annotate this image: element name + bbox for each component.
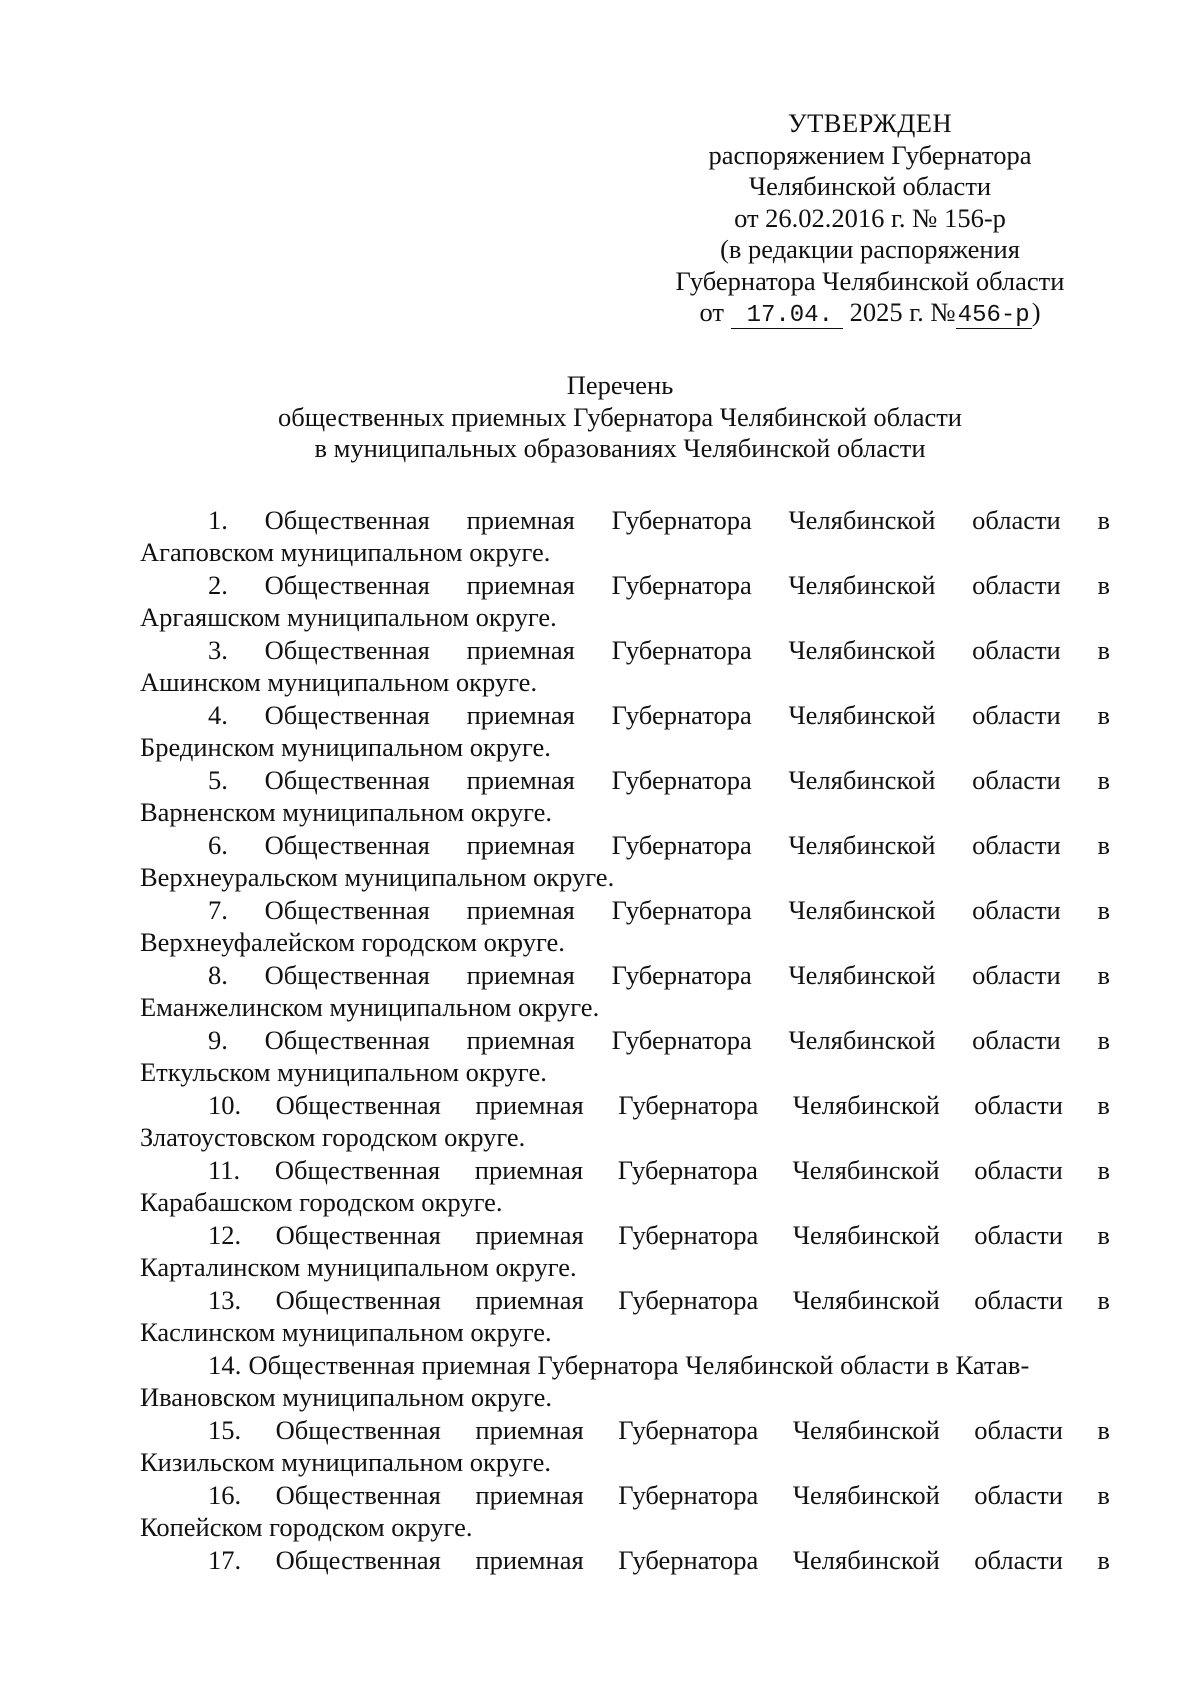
list-item-number: 6. [208,830,228,860]
list-item-word: Общественная [264,1025,430,1055]
list-item-first-line [140,700,1110,731]
list-item-word: Общественная [264,505,430,535]
list-item-word: Общественная [275,1220,441,1250]
list-item-number: 9. [208,1025,228,1055]
list-item-word: Общественная [264,635,430,665]
list-item-word: Губернатора [611,505,752,535]
list-item-number: 1. [208,505,228,535]
list-item-place: Брединском муниципальном округе. [140,732,551,762]
list-item-word: Челябинской [788,765,936,795]
list-item-first-line [140,1545,1110,1576]
list-item-word: приемная [466,505,575,535]
list-item-word: Губернатора [611,960,752,990]
list-item-number: 14. [208,1350,242,1380]
list-item-word: Общественная [264,895,430,925]
list-item-place: Агаповском муниципальном округе. [140,537,551,567]
list-item-word: Челябинской [792,1480,940,1510]
list-item-number: 8. [208,960,228,990]
list-item-word: Челябинской [792,1285,940,1315]
list-item-word: Губернатора [618,1480,759,1510]
list-item-text: Общественная приемная Губернатора Челябинской области в Катав- [248,1350,1030,1380]
list-item-word: Губернатора [617,1155,758,1185]
title-line-3: в муниципальных образованиях Челябинской области [314,433,926,463]
list-item-word: в [1097,1025,1110,1055]
list-item-first-line [140,1480,1110,1511]
list-item-first-line [140,1090,1110,1121]
list-item-first-line [140,960,1110,991]
approval-line-1: распоряжением Губернатора [708,139,1032,170]
list-item-word: Общественная [264,830,430,860]
list-item-first-line [140,505,1110,536]
list-item-word: Челябинской [788,960,936,990]
list-item-word: в [1097,1090,1110,1120]
list-item-word: приемная [475,1415,584,1445]
list-item [140,1350,1110,1415]
list-item-word: Общественная [275,1285,441,1315]
list-item-word: Общественная [264,570,430,600]
list-item-word: приемная [466,960,575,990]
list-item-number: 12. [208,1220,242,1250]
list-item-word: Челябинской [788,505,936,535]
list-item-place: Ивановском муниципальном округе. [140,1382,553,1412]
list-item-word: Общественная [274,1155,441,1185]
approval-stamp [640,108,1100,329]
list-item-word: приемная [466,635,575,665]
list-item-first-line [140,1220,1110,1251]
list-item-word: Общественная [275,1545,441,1575]
list-item-word: Губернатора [611,830,752,860]
list-item-word: Губернатора [618,1090,759,1120]
list-item-place: Верхнеуральском муниципальном округе. [140,862,615,892]
list-item-number: 4. [208,700,228,730]
list-item-word: приемная [475,1220,584,1250]
list-item [140,1480,1110,1545]
list-item-number: 7. [208,895,228,925]
approval-heading: УТВЕРЖДЕН [787,108,953,138]
list-item-word: Общественная [264,960,430,990]
approval-line-5: Губернатора Челябинской области [675,265,1065,296]
list-item [140,1285,1110,1350]
list-item-first-line [140,895,1110,926]
list-item-first-line [140,570,1110,601]
list-item-place: Каслинском муниципальном округе. [140,1317,552,1347]
list-item-first-line [140,1350,1110,1381]
list-item-word: области [972,505,1061,535]
list-item [140,570,1110,635]
list-item [140,895,1110,960]
approval-line-2: Челябинской области [748,171,992,201]
list-item-word: в [1097,1480,1110,1510]
list-item [140,1415,1110,1480]
list-item-word: Общественная [275,1480,441,1510]
list-item-word: в [1097,1415,1110,1445]
list-item-word: Челябинской [788,635,936,665]
list-item-word: в [1097,570,1110,600]
list-item-word: приемная [466,1025,575,1055]
list-item-word: Общественная [275,1090,441,1120]
list-item-word: Челябинской [788,830,936,860]
list-item-word: Общественная [264,765,430,795]
list-item-word: в [1097,700,1110,730]
list-item-first-line [140,1025,1110,1056]
list-item-word: области [974,1220,1063,1250]
list-item-word: Губернатора [611,895,752,925]
list-item-word: в [1097,830,1110,860]
list-item [140,765,1110,830]
list-item-word: Губернатора [618,1545,759,1575]
approval-line-4: (в редакции распоряжения [720,234,1020,264]
list-item-word: приемная [475,1090,584,1120]
list-item-word: области [972,700,1061,730]
reception-list [140,505,1110,1610]
list-item-place: Копейском городском округе. [140,1512,473,1542]
list-item-first-line [140,1285,1110,1316]
list-item-place: Варненском муниципальном округе. [140,797,552,827]
list-item-place: Карталинском муниципальном округе. [140,1252,577,1282]
list-item-word: приемная [466,570,575,600]
list-item-word: Губернатора [618,1220,759,1250]
list-item-word: в [1097,1155,1110,1185]
list-item-word: области [974,1415,1063,1445]
list-item-word: приемная [475,1285,584,1315]
list-item-place: Верхнеуфалейском городском округе. [140,927,565,957]
list-item-word: Губернатора [611,1025,752,1055]
list-item-word: Челябинской [792,1090,940,1120]
list-item [140,960,1110,1025]
list-item [140,1220,1110,1285]
list-item-place: Еманжелинском муниципальном округе. [140,992,600,1022]
list-item-word: области [972,830,1061,860]
list-item-number: 13. [208,1285,242,1315]
list-item-word: Челябинской [788,570,936,600]
list-item-word: области [974,1090,1063,1120]
list-item-word: Губернатора [618,1285,759,1315]
list-item [140,700,1110,765]
list-item-word: области [974,1155,1063,1185]
list-item-word: области [972,1025,1061,1055]
list-item-word: Губернатора [611,765,752,795]
document-title [140,370,1100,465]
list-item-word: области [972,895,1061,925]
list-item-number: 3. [208,635,228,665]
list-item [140,1025,1110,1090]
list-item-first-line [140,1415,1110,1446]
title-line-2: общественных приемных Губернатора Челябинской области [278,401,962,432]
list-item-place: Кизильском муниципальном округе. [140,1447,551,1477]
date-value: 17.04. [731,304,843,329]
list-item-first-line [140,830,1110,861]
list-item-word: приемная [475,1545,584,1575]
list-item-word: Челябинской [788,700,936,730]
list-item-word: Челябинской [792,1220,940,1250]
list-item-number: 2. [208,570,228,600]
list-item [140,830,1110,895]
list-item-place: Златоустовском городском округе. [140,1122,526,1152]
list-item-number: 15. [208,1415,242,1445]
list-item-word: в [1097,765,1110,795]
order-number: 456-р [957,302,1030,329]
list-item-word: в [1097,505,1110,535]
approval-date-line [640,297,1100,329]
list-item-word: приемная [466,830,575,860]
approval-line-3: от 26.02.2016 г. № 156-р [734,202,1006,233]
list-item-word: области [974,1545,1063,1575]
list-item-word: области [974,1285,1063,1315]
list-item-word: в [1097,960,1110,990]
list-item-first-line [140,1155,1110,1186]
list-item-word: приемная [475,1480,584,1510]
list-item [140,1155,1110,1220]
list-item-word: области [972,960,1061,990]
date-prefix: от [699,297,724,327]
list-item-word: Челябинской [792,1545,940,1575]
list-item-word: в [1097,1285,1110,1315]
list-item-number: 10. [208,1090,242,1120]
list-item-first-line [140,765,1110,796]
list-item-word: приемная [466,895,575,925]
title-line-1: Перечень [566,370,674,400]
list-item-word: Губернатора [611,635,752,665]
list-item-number: 5. [208,765,228,795]
list-item-word: Челябинской [788,1025,936,1055]
list-item-number: 17. [208,1545,242,1575]
list-item-word: Губернатора [611,700,752,730]
list-item-word: Губернатора [618,1415,759,1445]
list-item [140,505,1110,570]
list-item-word: области [972,570,1061,600]
closing-paren: ) [1031,297,1041,327]
list-item-place: Еткульском муниципальном округе. [140,1057,547,1087]
list-item-word: приемная [466,700,575,730]
list-item-word: Челябинской [792,1415,940,1445]
date-suffix: 2025 г. № [849,297,956,327]
list-item-first-line [140,635,1110,666]
list-item-number: 11. [208,1155,241,1185]
list-item-word: Челябинской [792,1155,940,1185]
list-item [140,1545,1110,1610]
list-item-word: области [972,765,1061,795]
list-item-word: приемная [474,1155,584,1185]
list-item-word: Челябинской [788,895,936,925]
list-item-place: Аргаяшском муниципальном округе. [140,602,557,632]
list-item-word: приемная [466,765,575,795]
list-item-word: в [1097,1545,1110,1575]
list-item-place: Карабашском городском округе. [140,1187,503,1217]
list-item-word: Общественная [275,1415,441,1445]
list-item-word: в [1097,895,1110,925]
list-item-place: Ашинском муниципальном округе. [140,667,538,697]
list-item-word: в [1097,1220,1110,1250]
list-item-word: Губернатора [611,570,752,600]
list-item [140,1090,1110,1155]
list-item-word: области [972,635,1061,665]
list-item-word: области [974,1480,1063,1510]
list-item-word: Общественная [264,700,430,730]
list-item-word: в [1097,635,1110,665]
list-item-number: 16. [208,1480,242,1510]
list-item [140,635,1110,700]
